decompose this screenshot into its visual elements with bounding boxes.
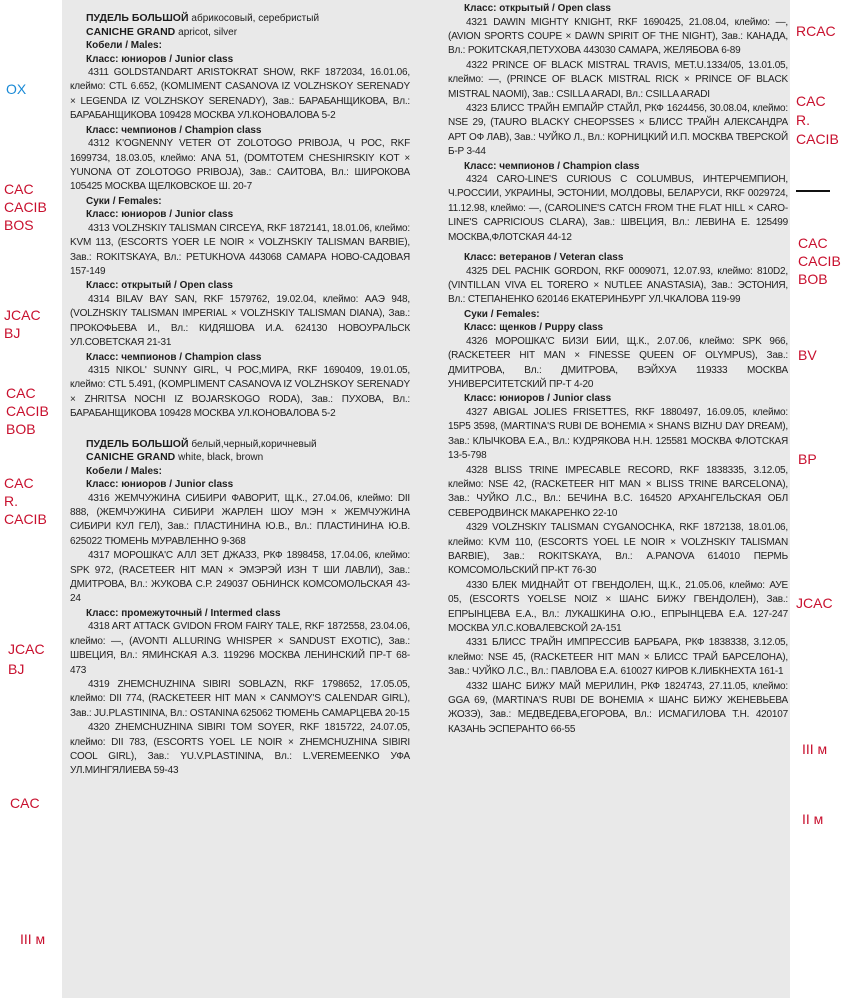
- award-second-place: II м: [802, 811, 824, 827]
- award-bp: BP: [798, 451, 817, 467]
- breed-colors-en: white, black, brown: [178, 452, 264, 464]
- breed-title-fr: CANICHE GRAND: [86, 451, 176, 464]
- award-cacib: CACIB: [6, 403, 49, 419]
- breed-heading: [86, 12, 410, 39]
- entry-4314: 4314 BILAV BAY SAN, RKF 1579762, 19.02.04, клеймо: AAЭ 948, (VOLZHSKIY TALISMAN IMPERIAL × VOLZHSKIY TALISMAN DIANA), Зав.: ПРОКОФЬЕВА И., Вл.: КИДЯШОВА И.А. 624130 НОВОУРАЛЬСК УЛ.СОВЕТСКАЯ 21-31: [70, 293, 410, 349]
- award-cac: CAC: [6, 385, 36, 401]
- award-cac: CAC: [10, 795, 40, 811]
- award-third-place: III м: [802, 741, 828, 757]
- entry-4322: 4322 PRINCE OF BLACK MISTRAL TRAVIS, MET.U.1334/05, 13.01.05, клеймо: —, (PRINCE OF BLACK MISTRAL RICK × PRINCE OF BLACK MISTRAL NAOMI), Зав.: CSILLA ARADI, Вл.: CSILLA ARADI: [448, 59, 788, 100]
- award-r: R.: [796, 112, 810, 128]
- class-heading: Класс: открытый / Open class: [86, 280, 233, 292]
- class-heading: Класс: ветеранов / Veteran class: [464, 252, 624, 264]
- class-heading: Класс: щенков / Puppy class: [464, 322, 604, 334]
- sex-heading: Кобели / Males:: [86, 465, 162, 477]
- entry-4326: 4326 МОРОШКА'С БИЗИ БИИ, Щ.К., 2.07.06, клеймо: SPK 966, (RACKETEER HIT MAN × FINESSE QUEEN OF OLYMPUS), Зав.: ДМИТРОВА, Вл.: ДМИТРОВА, ВЭЙХУА 119333 МОСКВА УНИВЕРСИТЕТСКИЙ ПР-Т 4-20: [448, 335, 788, 391]
- sex-heading: Суки / Females:: [464, 308, 540, 320]
- left-column: [70, 10, 410, 779]
- entry-4318: 4318 ART ATTACK GVIDON FROM FAIRY TALE, RKF 1872558, 23.04.06, клеймо: —, (AVONTI ALLURING WHISPER × SANDUST EXOTIC), Зав.: ШВЕЦИЯ, Вл.: ЯМИНСКАЯ А.З. 119296 МОСКВА ЛЕНИНСКИЙ ПР-Т 68-473: [70, 621, 410, 676]
- award-cac: CAC: [4, 475, 34, 491]
- entry-4311: 4311 GOLDSTANDART ARISTOKRAT SHOW, RKF 1872034, 16.01.06, клеймо: CTL 6.652, (KOMLIMENT CASANOVA IZ VOLZHSKOY SERENADY × LEGENDA IZ VOLZHSKOY SERENADY), Зав.: БАРАБАНЩИКОВА, Вл.: БАРАБАНЩИКОВА 109428 МОСКВА УЛ.КОНОВАЛОВА 5-2: [70, 67, 410, 122]
- class-heading: Класс: юниоров / Junior class: [86, 479, 234, 491]
- breed-colors-en: apricot, silver: [178, 26, 238, 38]
- award-third-place: III м: [20, 931, 46, 947]
- entry-4320: 4320 ZHEMCHUZHINA SIBIRI TOM SOYER, RKF 1815722, 24.07.05, клеймо: DII 783, (ESCORTS YOEL LE NOIR × ZHEMCHUZHINA SIBIRI COOL GIRL), Зав.: YU.V.PLASTININA, Вл.: L.VEREMEENKO УФА УЛ.МИНГЯЛИЕВА 59-43: [70, 722, 410, 777]
- breed-title-fr: CANICHE GRAND: [86, 25, 176, 38]
- class-heading: Класс: юниоров / Junior class: [86, 209, 234, 221]
- entry-4327: 4327 ABIGAL JOLIES FRISETTES, RKF 1880497, 16.09.05, клеймо: 15P5 3598, (MARTINA'S RUBI DE BOHEMIA × SHANS BIZHU DAY DREAM), Зав.: КЛЫЧКОВА Е.А., Вл.: КУДРЯКОВА Н.Н. 125581 МОСКВА ФЛОТСКАЯ 13-5-798: [448, 406, 788, 462]
- award-cacib: CACIB: [796, 131, 839, 147]
- award-bv: BV: [798, 347, 817, 363]
- award-ox: OX: [6, 81, 27, 97]
- sex-heading: Суки / Females:: [86, 195, 162, 207]
- award-bj: BJ: [8, 661, 25, 677]
- class-heading: Класс: чемпионов / Champion class: [464, 160, 640, 172]
- award-cacib: CACIB: [798, 253, 841, 269]
- entry-4331: 4331 БЛИСС ТРАЙН ИМПРЕССИВ БАРБАРА, РКФ 1838338, 3.12.05, клеймо: NSE 45, (RACKETEER HIT MAN × БЛИСС ТРАЙ БАРСЕЛОНА), Зав.: ЧУЙКО Л.С., Вл.: ПАВЛОВА Е.А. 610027 КИРОВ К.ЛИБКНЕХТА 161-1: [448, 637, 788, 678]
- entry-4329: 4329 VOLZHSKIY TALISMAN CYGANOCHKA, RKF 1872138, 18.01.06, клеймо: KVM 110, (ESCORTS YOEL LE NOIR × VOLZHSKIY TALISMAN BARBIE), Зав.: ROKITSKAYA, Вл.: A.PANOVA 614010 ПЕРМЬ КОМСОМОЛЬСКИЙ ПР-КТ 76-30: [448, 522, 788, 577]
- entry-4325: 4325 DEL PACHIK GORDON, RKF 0009071, 12.07.93, клеймо: 810D2, (VINTILLAN VIVA EL TORERO × NUTLEE ANASTASIA), Зав.: ЭСТОНИЯ, Вл.: СТЕПАНЕНКО 620146 ЕКАТЕРИНБУРГ УЛ.ЧКАЛОВА 119-99: [448, 265, 788, 306]
- class-heading: Класс: промежуточный / Intermed class: [86, 607, 281, 619]
- award-cacib: CACIB: [4, 199, 47, 215]
- entry-4315: 4315 NIKOL' SUNNY GIRL, Ч РОС,МИРА, RKF 1690409, 19.01.05, клеймо: CTL 5.491, (KOMPLIMENT CASANOVA IZ VOLZHSKOY SERENADY × ZHRITSA NOCHI IZ BOJARSKOGO RODA), Зав.: ПУХОВА, Вл.: БАРАБАНЩИКОВА 109428 МОСКВА УЛ.КОНОВАЛОВА 5-2: [70, 365, 410, 420]
- award-cac: CAC: [4, 181, 34, 197]
- entry-4332: 4332 ШАНС БИЖУ МАЙ МЕРИЛИН, РКФ 1824743, 27.11.05, клеймо: GGA 69, (MARTINA'S RUBI DE BOHEMIA × ШАНС БИЖУ ЖЕНЕВЬЕВА ЖОЗЭ), Зав.: МЕДВЕДЕВА,ЕГОРОВА, Вл.: ИСМАГИЛОВА Т.Н. 420107 КАЗАНЬ ЭСПЕРАНТО 66-55: [448, 680, 788, 735]
- entry-4323: 4323 БЛИСС ТРАЙН ЕМПАЙР СТАЙЛ, РКФ 1624456, 30.08.04, клеймо: NSE 29, (TAURO BLACKY CHEOPSSES × БЛИСС ТРАЙН АЛЕКСАНДРА АРТ ОФ ЛАВ), Зав.: ЧУЙКО Л., Вл.: КОРНИЦКИЙ И.П. МОСКВА ТВЕРСКОЙ Б-Р 3-44: [448, 102, 788, 158]
- entry-4321: 4321 DAWIN MIGHTY KNIGHT, RKF 1690425, 21.08.04, клеймо: —, (AVION SPORTS COUPE × DAWN SPIRIT OF THE NIGHT), Зав.: КАНАДА, Вл.: РОКИТСКАЯ,ПЕТУХОВА 443030 САМАРА, ЖЕЛЯБОВА 6-89: [448, 16, 788, 57]
- sex-heading: Кобели / Males:: [86, 40, 162, 51]
- entry-4324: 4324 CARO-LINE'S CURIOUS C COLUMBUS, ИНТЕРЧЕМПИОН, Ч.РОССИИ, УКРАИНЫ, ЭСТОНИИ, МОЛДОВЫ, БЕЛАРУСИ, RKF 0029724, 11.12.98, клеймо: —, (CAROLINE'S CATCH FROM THE FLAT HILL × CARO-LINE'S CAPRICIOUS CLARA), Зав.: ШВЕЦИЯ, Вл.: ЛЕВИНА Е. 125499 МОСКВА,ФЛОТСКАЯ 44-12: [448, 174, 788, 243]
- entry-4316: 4316 ЖЕМЧУЖИНА СИБИРИ ФАВОРИТ, Щ.К., 27.04.06, клеймо: DII 888, (ЖЕМЧУЖИНА СИБИРИ ЖАРЛЕН ШОУ МЭН × ЖЕМЧУЖИНА СИБИРИ КУЛ ГЕЛ), Зав.: ПЛАСТИНИНА Ю.В., Вл.: ПЛАСТИНИНА Ю.В. 625022 ТЮМЕНЬ МУРАВЛЕННО 9-368: [70, 492, 410, 547]
- entry-4319: 4319 ZHEMCHUZHINA SIBIRI SOBLAZN, RKF 1798652, 17.05.05, клеймо: DII 774, (RACKETEER HIT MAN × CANMOY'S CALENDAR GIRL), Зав.: JU.PLASTININA, Вл.: OSTANINA 625062 ТЮМЕНЬ САМАРЦЕВА 20-15: [70, 679, 410, 719]
- entry-4330: 4330 БЛЕК МИДНАЙТ ОТ ГВЕНДОЛЕН, Щ.К., 21.05.06, клеймо: АУЕ 05, (ESCORTS YOELSE NOIZ × ШАНС БИЖУ ГВЕНДОЛЕН), Зав.: ЕПРЫНЦЕВА Е.А., Вл.: ЛУКАШКИНА О.Ю., ЕПРЫНЦЕВА Е.А. 127-247 МОСКВА УЛ.С.КОВАЛЕВСКОЙ 2А-151: [448, 579, 788, 635]
- award-rcac: RCAC: [796, 23, 836, 39]
- entry-4328: 4328 BLISS TRINE IMPECABLE RECORD, RKF 1838335, 3.12.05, клеймо: NSE 42, (RACKETEER HIT MAN × BLISS TRINE BARCELONA), Зав.: ЧУЙКО Л.С., Вл.: БЕЧИНА В.С. 164520 АРХАНГЕЛЬСКАЯ ОБЛ СЕВЕРОДВИНСК МАКАРЕНКО 22-10: [448, 464, 788, 519]
- class-heading: Класс: открытый / Open class: [464, 3, 611, 14]
- breed-colors-ru: абрикосовый, серебристый: [191, 13, 320, 24]
- award-bob: BOB: [798, 271, 828, 287]
- entry-4317: 4317 МОРОШКА'С АЛЛ ЗЕТ ДЖАЗЗ, РКФ 1898458, 17.04.06, клеймо: SPK 972, (RACETEER HIT MAN × ЭМЭРЭЙ ИЗН Т ШИ ЛАВЛИ), Зав.: ДМИТРОВА, Вл.: ЖУКОВА С.Р. 249037 ОБНИНСК КОМСОМОЛЬСКАЯ 43-24: [70, 550, 410, 605]
- class-heading: Класс: чемпионов / Champion class: [86, 351, 262, 363]
- class-heading: Класс: чемпионов / Champion class: [86, 124, 262, 136]
- award-bob: BOB: [6, 421, 36, 437]
- breed-colors-ru: белый,черный,коричневый: [191, 438, 317, 450]
- dash-mark: [796, 190, 830, 192]
- award-cacib: CACIB: [4, 511, 47, 527]
- award-jcac: JCAC: [796, 595, 833, 611]
- award-cac: CAC: [796, 93, 826, 109]
- award-bj: BJ: [4, 325, 21, 341]
- breed-heading: [86, 438, 410, 465]
- entry-4313: 4313 VOLZHSKIY TALISMAN CIRCEYA, RKF 1872141, 18.01.06, клеймо: KVM 113, (ESCORTS YOER LE NOIR × VOLZHSKIY TALISMAN BARBIE), Зав.: ROKITSKAYA, Вл.: PETUKHOVA 443068 САМАРА НОВО-САДОВАЯ 157-149: [70, 222, 410, 277]
- breed-title-ru: ПУДЕЛЬ БОЛЬШОЙ: [86, 437, 189, 450]
- award-jcac: JCAC: [8, 641, 45, 657]
- class-heading: Класс: юниоров / Junior class: [86, 53, 234, 65]
- class-heading: Класс: юниоров / Junior class: [464, 393, 612, 405]
- award-cac: CAC: [798, 235, 828, 251]
- right-column: [448, 2, 788, 737]
- award-jcac: JCAC: [4, 307, 41, 323]
- breed-title-ru: ПУДЕЛЬ БОЛЬШОЙ: [86, 12, 189, 24]
- award-bos: BOS: [4, 217, 34, 233]
- entry-4312: 4312 K'OGNENNY VETER OT ZOLOTOGO PRIBOJA, Ч РОС, RKF 1699734, 18.03.05, клеймо: ANA 51, (DOMTOTEM CHESHIRSKIY KOT × YUNONA OT ZOLOTOGO PRIBOJA), Зав.: САИТОВА, Вл.: ШИРОКОВА 105425 МОСКВА ЩЕЛКОВСКОЕ Ш. 20-7: [70, 138, 410, 193]
- award-r: R.: [4, 493, 18, 509]
